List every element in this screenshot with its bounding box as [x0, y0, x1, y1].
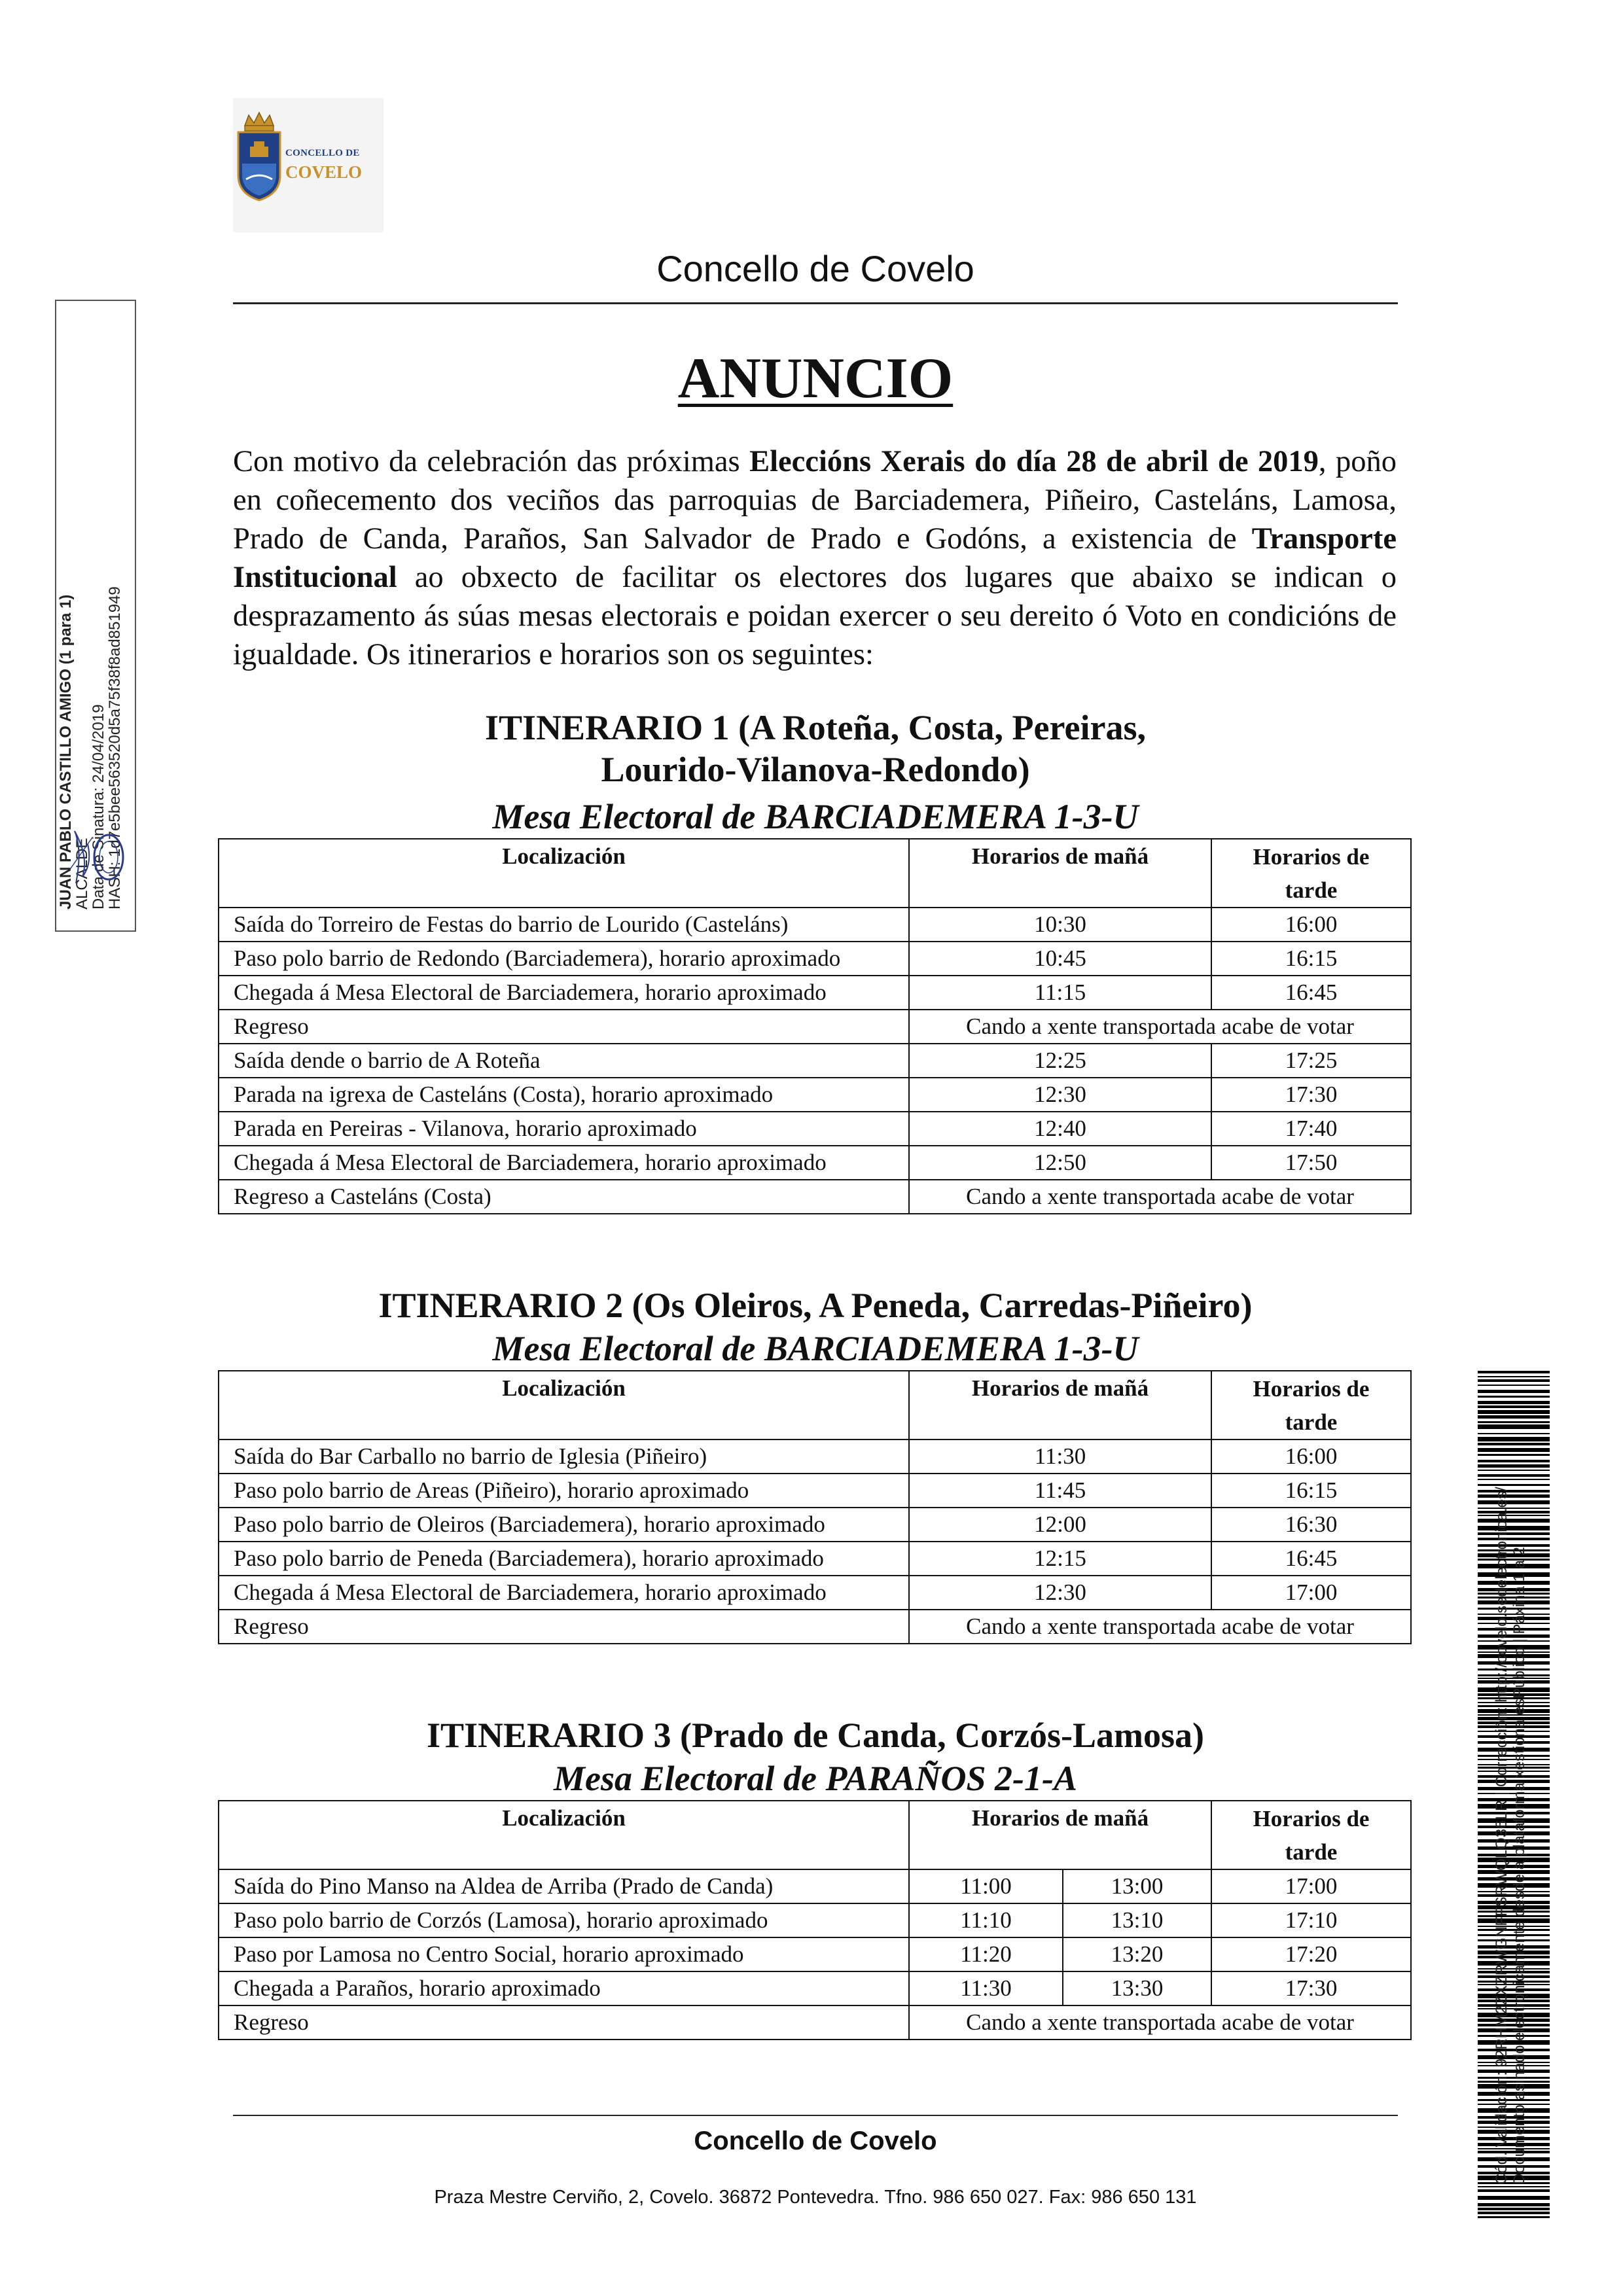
- barcode-bar: [1478, 2208, 1550, 2210]
- itinerary-1-table: [218, 838, 1412, 1214]
- validation-line1: Cód. Validación: 92RHM2ZXZRWGNFFSRWQLQ36LR | Corrección: http://covelo.sedelectronica.es/: [1493, 1487, 1510, 2185]
- barcode-bar: [1478, 1376, 1550, 1377]
- table-row: [219, 1542, 1411, 1576]
- row-morning-time-1: 11:10: [909, 1903, 1063, 1937]
- signature-box: [55, 300, 136, 932]
- barcode-bar: [1478, 2186, 1550, 2187]
- row-place: Paso polo barrio de Oleiros (Barciademera), horario aproximado: [219, 1508, 909, 1542]
- row-return-note: Cando a xente transportada acabe de votar: [909, 1010, 1411, 1044]
- row-place: Paso polo barrio de Redondo (Barciademera), horario aproximado: [219, 942, 909, 976]
- table-row: [219, 1474, 1411, 1508]
- table-header-row: [219, 839, 1411, 908]
- intro-text-3: ao obxecto de facilitar os electores dos lugares que abaixo se indican o desprazamento ás súas mesas electorais e poidan exercer o seu dereito ó Voto en condicións de igualdade. Os itinerarios e horarios son os seguintes:: [233, 561, 1397, 671]
- table-header-row: [219, 1371, 1411, 1439]
- row-afternoon-time: 17:25: [1211, 1044, 1411, 1078]
- itinerary-1-title-line2: Lourido-Vilanova-Redondo): [601, 750, 1030, 789]
- validation-line2: Documento asinado electronicamente desde a plataforma xestiona esPúblico | Páxina 1 a 2: [1510, 1547, 1528, 2185]
- column-header-location: Localización: [219, 839, 909, 908]
- row-return-note: Cando a xente transportada acabe de votar: [909, 1180, 1411, 1214]
- row-return-note: Cando a xente transportada acabe de votar: [909, 1610, 1411, 1644]
- row-morning-time: 11:15: [909, 976, 1211, 1010]
- itinerary-2-mesa: Mesa Electoral de BARCIADEMERA 1-3-U: [492, 1329, 1139, 1368]
- row-place: Paso polo barrio de Areas (Piñeiro), horario aproximado: [219, 1474, 909, 1508]
- column-header-afternoon: Horarios de tarde: [1211, 839, 1411, 908]
- row-place: Chegada á Mesa Electoral de Barciademera, horario aproximado: [219, 976, 909, 1010]
- row-morning-time-2: 13:10: [1063, 1903, 1211, 1937]
- table-row: [219, 1146, 1411, 1180]
- barcode-bar: [1478, 1396, 1550, 1398]
- row-place: Parada en Pereiras - Vilanova, horario aproximado: [219, 1112, 909, 1146]
- row-afternoon-time: 16:00: [1211, 908, 1411, 942]
- barcode-bar: [1478, 2212, 1550, 2214]
- barcode-bar: [1478, 1379, 1550, 1382]
- header-divider: [233, 302, 1398, 304]
- footer-title: Concello de Covelo: [694, 2127, 937, 2155]
- row-place: Chegada a Paraños, horario aproximado: [219, 1971, 909, 2005]
- itinerary-2-title: ITINERARIO 2 (Os Oleiros, A Peneda, Carredas-Piñeiro): [378, 1286, 1253, 1325]
- row-morning-time: 12:15: [909, 1542, 1211, 1576]
- row-place: Paso polo barrio de Peneda (Barciademera), horario aproximado: [219, 1542, 909, 1576]
- row-place: Paso por Lamosa no Centro Social, horario aproximado: [219, 1937, 909, 1971]
- table-header-row: [219, 1801, 1411, 1869]
- barcode-bar: [1478, 1421, 1550, 1423]
- row-place: Saída do Bar Carballo no barrio de Iglesia (Piñeiro): [219, 1439, 909, 1474]
- row-place: Regreso a Casteláns (Costa): [219, 1180, 909, 1214]
- column-header-morning: Horarios de mañá: [909, 1801, 1211, 1869]
- row-morning-time-2: 13:20: [1063, 1937, 1211, 1971]
- table-row: [219, 942, 1411, 976]
- itinerary-2-table: [218, 1370, 1412, 1644]
- signature-date: Data de Sinatura: 24/04/2019: [90, 704, 107, 910]
- row-afternoon-time: 17:30: [1211, 1971, 1411, 2005]
- row-morning-time: 12:50: [909, 1146, 1211, 1180]
- row-afternoon-time: 17:20: [1211, 1937, 1411, 1971]
- barcode-bar: [1478, 2189, 1550, 2192]
- row-afternoon-time: 16:45: [1211, 976, 1411, 1010]
- announcement-intro: [233, 442, 1397, 674]
- row-morning-time-2: 13:30: [1063, 1971, 1211, 2005]
- row-place: Chegada á Mesa Electoral de Barciademera, horario aproximado: [219, 1146, 909, 1180]
- barcode-bar: [1478, 2196, 1550, 2200]
- row-morning-time-1: 11:20: [909, 1937, 1063, 1971]
- itinerary-3-title: ITINERARIO 3 (Prado de Canda, Corzós-Lamosa): [426, 1716, 1205, 1755]
- intro-text-2: , poño en coñecemento dos veciños das parroquias de Barciademera, Piñeiro, Casteláns, Lamosa, Prado de Canda, Paraños, San Salvador de Prado e Godóns, a existencia de: [233, 445, 1397, 556]
- row-place: Regreso: [219, 1610, 909, 1644]
- barcode-bar: [1478, 2216, 1550, 2218]
- row-morning-time: 11:45: [909, 1474, 1211, 1508]
- row-afternoon-time: 16:30: [1211, 1508, 1411, 1542]
- row-place: Paso polo barrio de Corzós (Lamosa), horario aproximado: [219, 1903, 909, 1937]
- barcode-bar: [1478, 1437, 1550, 1441]
- row-place: Saída do Torreiro de Festas do barrio de Lourido (Casteláns): [219, 908, 909, 942]
- column-header-morning: Horarios de mañá: [909, 839, 1211, 908]
- itinerary-3-table: [218, 1800, 1412, 2040]
- table-row: [219, 1180, 1411, 1214]
- signature-stamp-icon: [63, 811, 128, 903]
- row-afternoon-time: 17:50: [1211, 1146, 1411, 1180]
- row-afternoon-time: 17:10: [1211, 1903, 1411, 1937]
- itinerary-3-mesa: Mesa Electoral de PARAÑOS 2-1-A: [554, 1759, 1077, 1798]
- footer-divider: [233, 2115, 1398, 2116]
- row-morning-time-2: 13:00: [1063, 1869, 1211, 1903]
- row-place: Saída do Pino Manso na Aldea de Arriba (Prado de Canda): [219, 1869, 909, 1903]
- itinerary-1-mesa: Mesa Electoral de BARCIADEMERA 1-3-U: [492, 797, 1139, 836]
- row-afternoon-time: 17:00: [1211, 1869, 1411, 1903]
- row-place: Saída dende o barrio de A Roteña: [219, 1044, 909, 1078]
- logo-text-line1: CONCELLO DE: [285, 148, 360, 158]
- barcode-bar: [1478, 1433, 1550, 1434]
- table-row: [219, 1971, 1411, 2005]
- barcode-bar: [1478, 1415, 1550, 1419]
- row-morning-time: 12:00: [909, 1508, 1211, 1542]
- row-morning-time: 10:30: [909, 908, 1211, 942]
- row-morning-time: 12:30: [909, 1576, 1211, 1610]
- itinerary-1-title-line1: ITINERARIO 1 (A Roteña, Costa, Pereiras,: [485, 708, 1146, 747]
- column-header-location: Localización: [219, 1801, 909, 1869]
- header-title: Concello de Covelo: [656, 248, 974, 289]
- barcode-bar: [1478, 1443, 1550, 1445]
- row-place: Regreso: [219, 1010, 909, 1044]
- table-row: [219, 1903, 1411, 1937]
- signer-name: JUAN PABLO CASTILLO AMIGO (1 para 1): [57, 594, 75, 910]
- logo-text-line2: COVELO: [285, 162, 363, 182]
- row-morning-time: 10:45: [909, 942, 1211, 976]
- barcode-bar: [1478, 1371, 1550, 1373]
- barcode-bar: [1478, 2203, 1550, 2206]
- itinerary-1-title: [233, 707, 1398, 790]
- barcode-bar: [1478, 1410, 1550, 1414]
- table-row: [219, 1439, 1411, 1474]
- row-morning-time: 11:30: [909, 1439, 1211, 1474]
- row-morning-time: 12:25: [909, 1044, 1211, 1078]
- row-morning-time: 12:40: [909, 1112, 1211, 1146]
- row-afternoon-time: 16:45: [1211, 1542, 1411, 1576]
- row-afternoon-time: 16:15: [1211, 1474, 1411, 1508]
- row-morning-time-1: 11:00: [909, 1869, 1063, 1903]
- table-row: [219, 1508, 1411, 1542]
- row-place: Chegada á Mesa Electoral de Barciademera, horario aproximado: [219, 1576, 909, 1610]
- column-header-location: Localización: [219, 1371, 909, 1439]
- signature-hash: HASH: 1d7e5bee563520d5a75f38f8ad851949: [106, 586, 124, 910]
- table-row: [219, 1576, 1411, 1610]
- table-row: [219, 1044, 1411, 1078]
- table-row: [219, 1078, 1411, 1112]
- intro-text-1: Con motivo da celebración das próximas: [233, 445, 750, 478]
- table-row: [219, 1010, 1411, 1044]
- table-row: [219, 1869, 1411, 1903]
- barcode-bar: [1478, 1401, 1550, 1404]
- table-row: [219, 976, 1411, 1010]
- row-morning-time: 12:30: [909, 1078, 1211, 1112]
- column-header-morning: Horarios de mañá: [909, 1371, 1211, 1439]
- announcement-title: ANUNCIO: [677, 347, 954, 410]
- table-row: [219, 1937, 1411, 1971]
- column-header-afternoon: Horarios de tarde: [1211, 1801, 1411, 1869]
- row-afternoon-time: 16:00: [1211, 1439, 1411, 1474]
- row-place: Parada na igrexa de Casteláns (Costa), horario aproximado: [219, 1078, 909, 1112]
- row-place: Regreso: [219, 2005, 909, 2040]
- barcode-bar: [1478, 1405, 1550, 1408]
- row-morning-time-1: 11:30: [909, 1971, 1063, 2005]
- intro-bold-election: Eleccións Xerais do día 28 de abril de 2019: [749, 445, 1319, 478]
- table-row: [219, 1610, 1411, 1644]
- table-row: [219, 908, 1411, 942]
- footer-address: Praza Mestre Cerviño, 2, Covelo. 36872 Pontevedra. Tfno. 986 650 027. Fax: 986 650 131: [434, 2187, 1197, 2208]
- row-afternoon-time: 17:40: [1211, 1112, 1411, 1146]
- column-header-afternoon: Horarios de tarde: [1211, 1371, 1411, 1439]
- row-return-note: Cando a xente transportada acabe de votar: [909, 2005, 1411, 2040]
- validation-info: [1493, 1452, 1528, 2185]
- row-afternoon-time: 16:15: [1211, 942, 1411, 976]
- table-row: [219, 2005, 1411, 2040]
- barcode-bar: [1478, 1424, 1550, 1429]
- table-row: [219, 1112, 1411, 1146]
- intro-bold-transport: Transporte Institucional: [233, 522, 1397, 594]
- barcode-bar: [1478, 1390, 1550, 1393]
- row-afternoon-time: 17:00: [1211, 1576, 1411, 1610]
- barcode-bar: [1478, 1385, 1550, 1386]
- signer-role: ALCALDE: [73, 838, 91, 910]
- row-afternoon-time: 17:30: [1211, 1078, 1411, 1112]
